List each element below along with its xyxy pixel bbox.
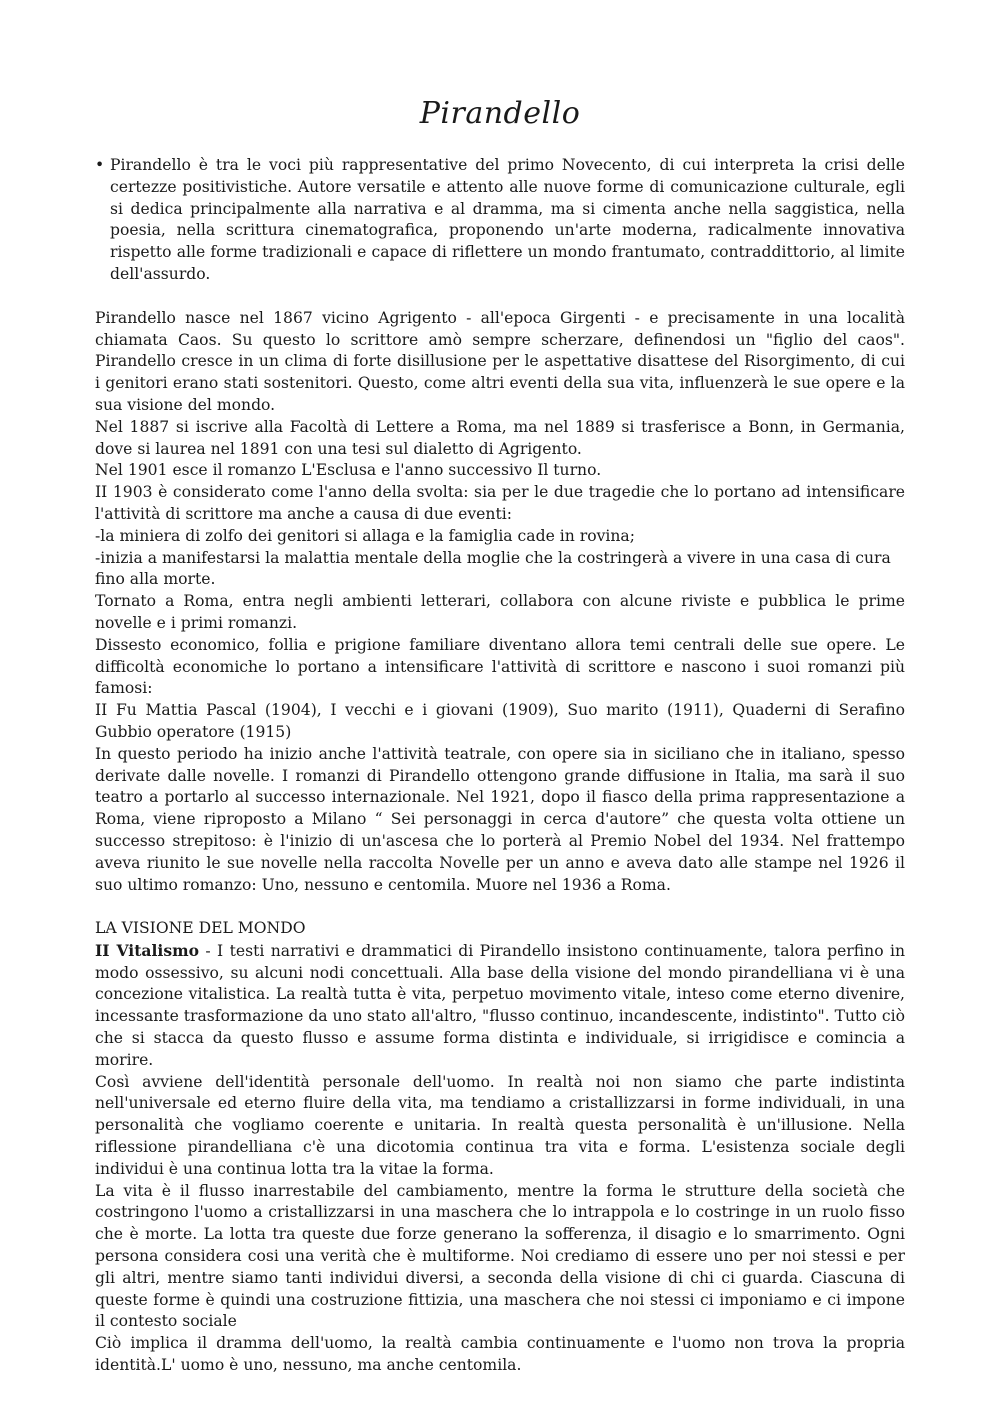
vision-paragraph-2: La vita è il flusso inarrestabile del cambiamento, mentre la forma le strutture della società che costringono l'uomo a cristallizzarsi in una maschera che lo intrappola e lo costringe in un ruolo fisso che è morte. La lotta tra queste due forze generano la sofferenza, il disagio e lo smarrimento. Ogni persona considera cosi una verità che è multiforme. Noi crediamo di essere uno per noi stessi e per gli altri, mentre siamo tanti individui diversi, a seconda della visione di chi ci guarda. Ciascuna di queste forme è quindi una costruzione fittizia, una maschera che noi stessi ci imponiamo e ci impone il contesto sociale — [95, 1181, 905, 1331]
bio-paragraph-5: -la miniera di zolfo dei genitori si allaga e la famiglia cade in rovina; — [95, 526, 635, 545]
bio-paragraph-4: II 1903 è considerato come l'anno della svolta: sia per le due tragedie che lo portano ad intensificare l'attività di scrittore ma anche a causa di due eventi: — [95, 483, 905, 523]
vitalismo-paragraph — [95, 940, 905, 1072]
bio-paragraph-10: II Fu Mattia Pascal (1904), I vecchi e i giovani (1909), Suo marito (1911), Quaderni di Serafino Gubbio operatore (1915) — [95, 701, 905, 741]
bio-paragraph-8: Tornato a Roma, entra negli ambienti letterari, collabora con alcune riviste e pubblica le prime novelle e i primi romanzi. — [95, 592, 905, 632]
bio-paragraph-6: -inizia a manifestarsi la malattia mentale della moglie che la costringerà a vivere in una casa di cura — [95, 548, 891, 567]
document-body — [95, 155, 905, 1377]
bullet-icon: • — [95, 156, 105, 174]
vision-paragraph-1: Così avviene dell'identità personale dell'uomo. In realtà noi non siamo che parte indistinta nell'universale ed eterno fluire della vita, ma tendiamo a cristallizzarsi in forme individuali, in una personalità che vogliamo coerente e unitaria. In realtà questa personalità è un'illusione. Nella riflessione pirandelliana c'è una dicotomia continua tra vita e forma. L'esistenza sociale degli individui è una continua lotta tra la vitae la forma. — [95, 1072, 905, 1178]
bio-paragraph-11: In questo periodo ha inizio anche l'attività teatrale, con opere sia in siciliano che in italiano, spesso derivate dalle novelle. I romanzi di Pirandello ottengono grande diffusione in Italia, ma sarà il suo teatro a portarlo al successo internazionale. Nel 1921, dopo il fiasco della prima rappresentazione a Roma, viene riproposto a Milano “ Sei personaggi in cerca d'autore” che questa volta ottiene un successo strepitoso: è l'inizio di un'ascesa che lo porterà al Premio Nobel del 1934. Nel frattempo aveva riunito le sue novelle nella raccolta Novelle per un anno e aveva dato alle stampe nel 1926 il suo ultimo romanzo: Uno, nessuno e centomila. Muore nel 1936 a Roma. — [95, 744, 905, 894]
bio-paragraph-3: Nel 1901 esce il romanzo L'Esclusa e l'anno successivo Il turno. — [95, 461, 602, 480]
bio-paragraph-2: Nel 1887 si iscrive alla Facoltà di Lettere a Roma, ma nel 1889 si trasferisce a Bonn, in Germania, dove si laurea nel 1891 con una tesi sul dialetto di Agrigento. — [95, 417, 905, 458]
spacer — [95, 896, 905, 918]
intro-bullet-text: Pirandello è tra le voci più rappresentative del primo Novecento, di cui interpreta la crisi delle certezze positivistiche. Autore versatile e attento alle nuove forme di comunicazione culturale, egli si dedica principalmente alla narrativa e al dramma, ma si cimenta anche nella saggistica, nella poesia, nella scrittura cinematografica, proponendo un'arte moderna, radicalmente innovativa rispetto alle forme tradizionali e capace di riflettere un mondo frantumato, contraddittorio, al limite dell'assurdo. — [110, 156, 905, 283]
vitalismo-text: - I testi narrativi e drammatici di Pirandello insistono continuamente, talora perfino in modo ossessivo, su alcuni nodi concettuali. Alla base della visione del mondo pirandelliana vi è una concezione vitalistica. La realtà tutta è vita, perpetuo movimento vitale, inteso come eterno divenire, incessante trasformazione da uno stato all'altro, "flusso continuo, incandescente, indistinto". Tutto ciò che si stacca da questo flusso e assume forma distinta e individuale, si irrigidisce e comincia a morire. — [95, 941, 906, 1069]
page-title: Pirandello — [419, 96, 581, 131]
bio-paragraph-9: Dissesto economico, follia e prigione familiare diventano allora temi centrali delle sue opere. Le difficoltà economiche lo portano a intensificare l'attività di scrittore e nascono i suoi romanzi più famosi: — [95, 635, 905, 698]
bio-paragraph-7: fino alla morte. — [95, 570, 216, 589]
intro-bullet-paragraph — [95, 155, 905, 286]
vitalismo-label: II Vitalismo — [95, 940, 200, 960]
vision-paragraph-3: Ciò implica il dramma dell'uomo, la realtà cambia continuamente e l'uomo non trova la propria identità.L' uomo è uno, nessuno, ma anche centomila. — [95, 1334, 905, 1375]
section-heading: LA VISIONE DEL MONDO — [95, 919, 306, 938]
bio-paragraph-1: Pirandello nasce nel 1867 vicino Agrigento - all'epoca Girgenti - e precisamente in una località chiamata Caos. Su questo lo scrittore amò sempre scherzare, definendosi un "figlio del caos". Pirandello cresce in un clima di forte disillusione per le aspettative disattese del Risorgimento, di cui i genitori erano stati sostenitori. Questo, come altri eventi della sua vita, influenzerà le sue opere e la sua visione del mondo. — [95, 308, 905, 414]
